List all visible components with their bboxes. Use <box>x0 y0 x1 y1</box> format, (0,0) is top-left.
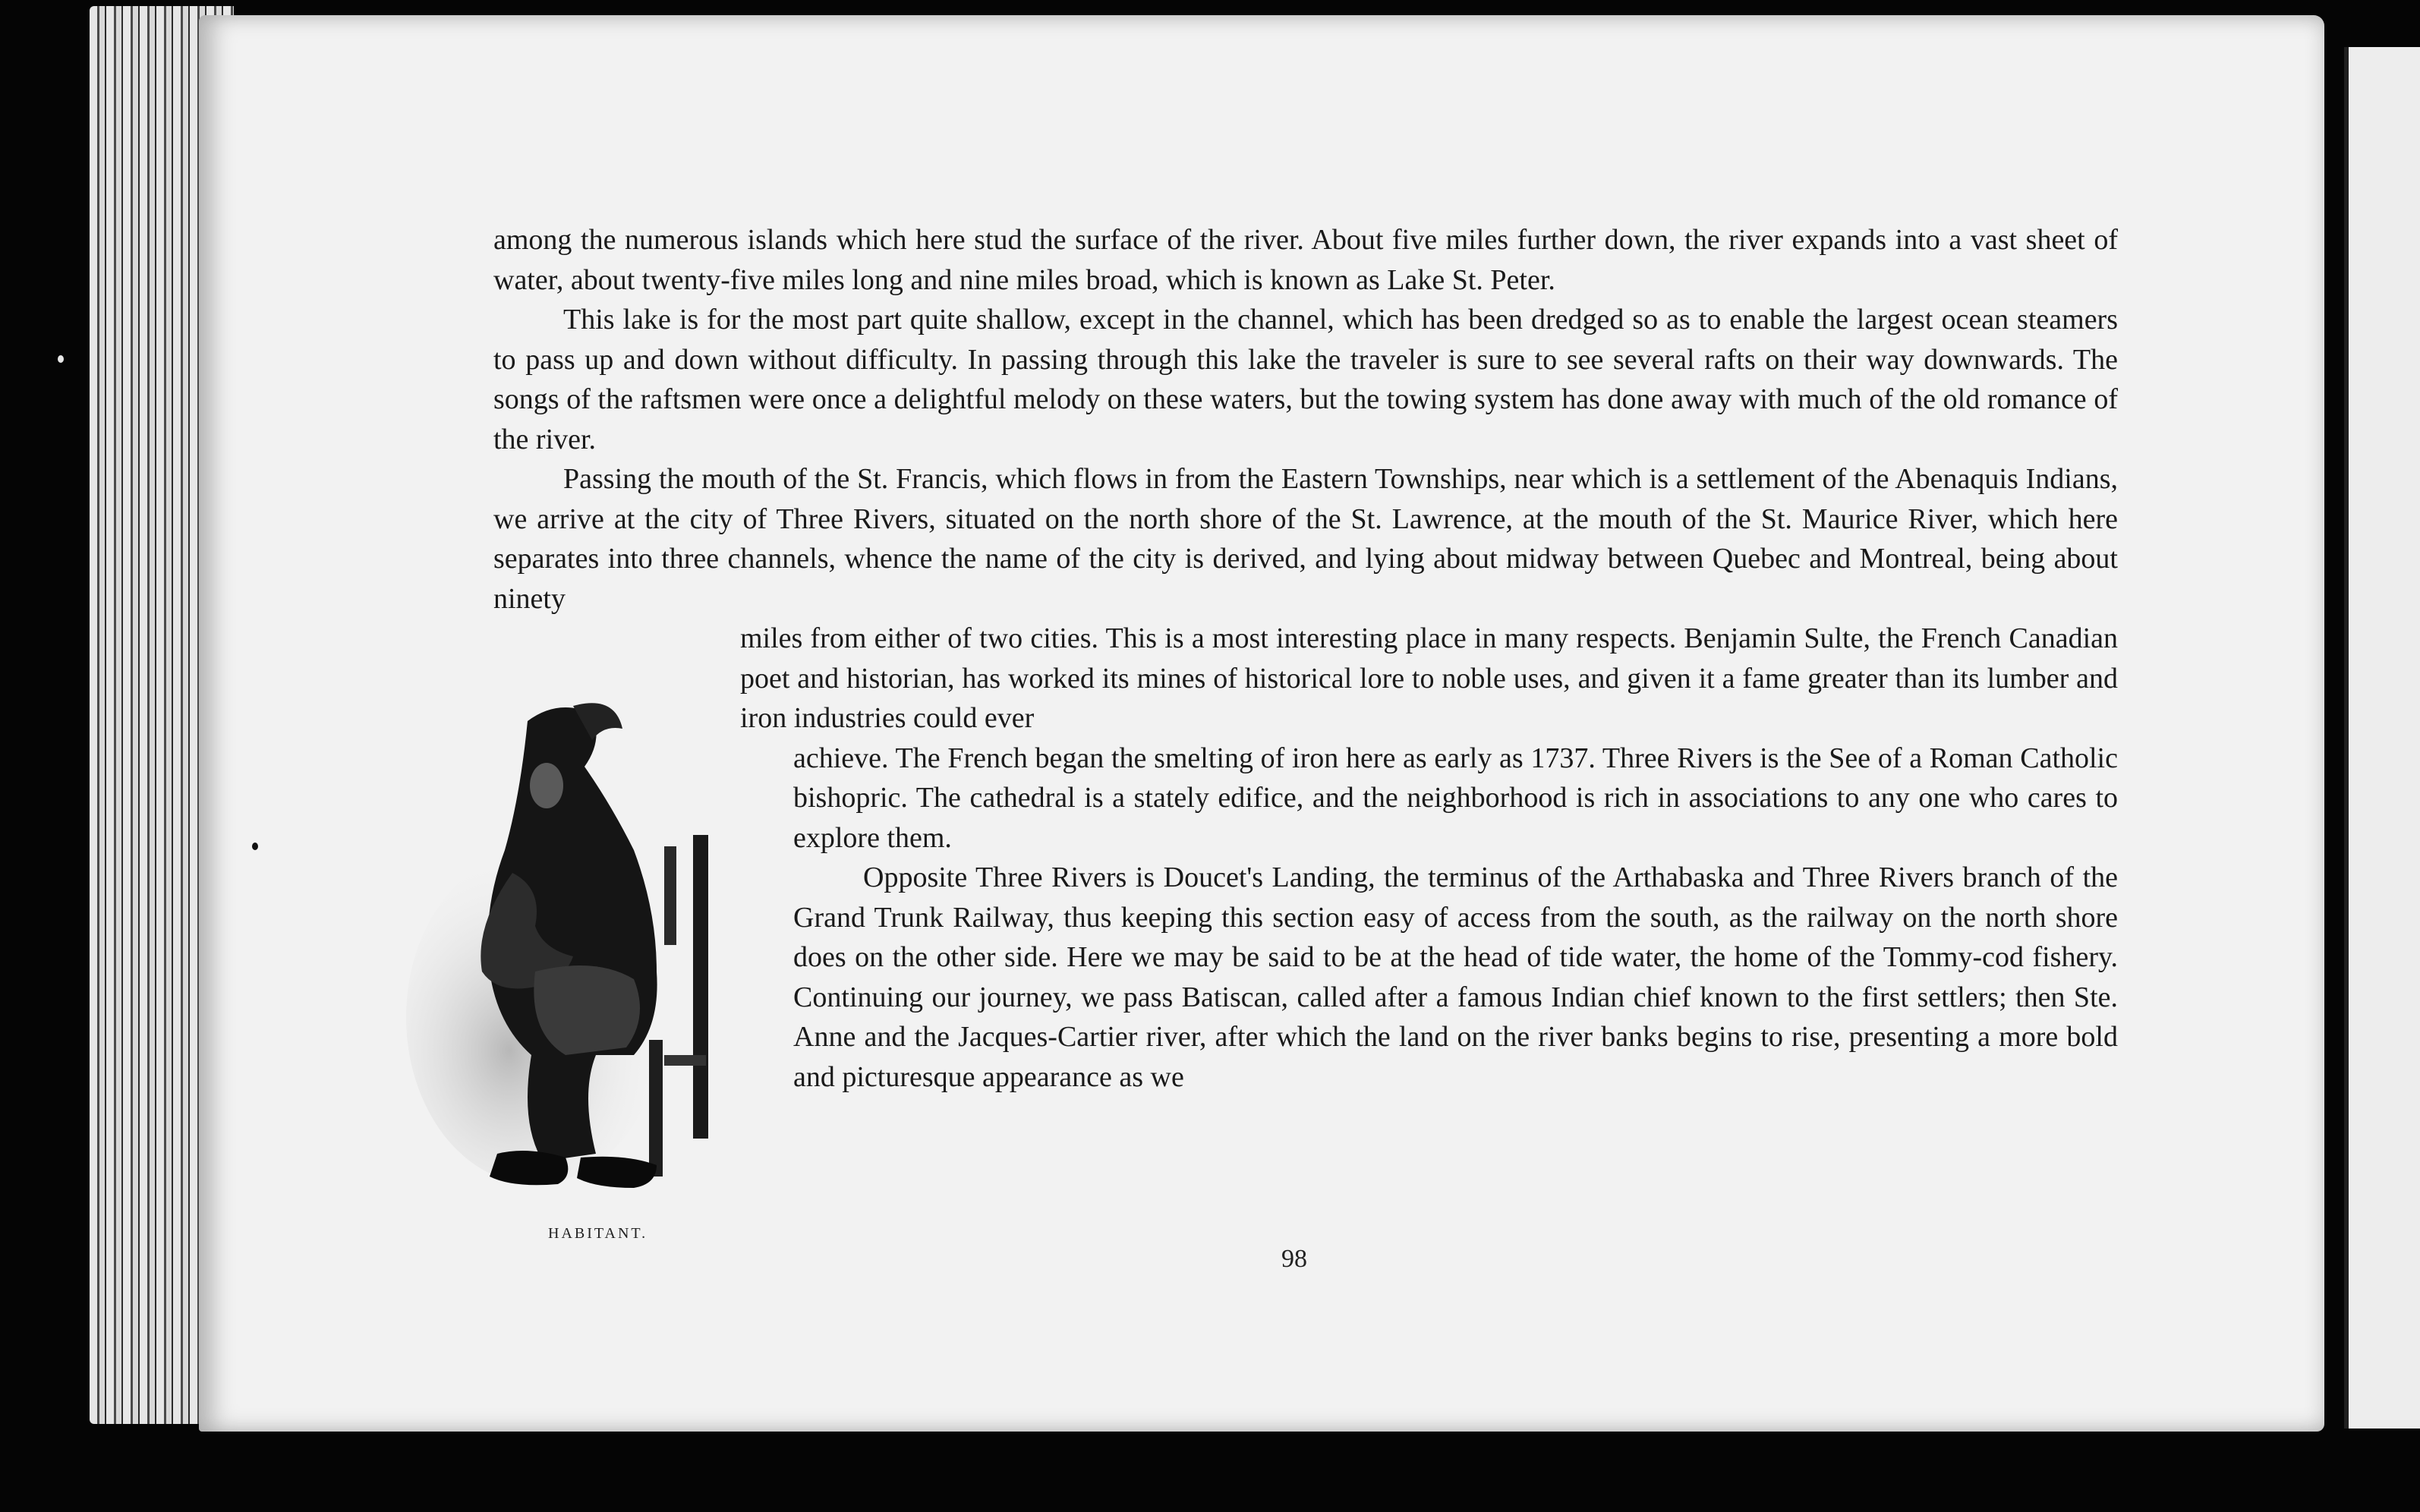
figure-caption: HABITANT. <box>548 1225 648 1242</box>
page-number: 98 <box>1281 1245 1307 1273</box>
paragraph-3-part-2: miles from either of two cities. This is a most interesting place in many respects. Benjamin Sulte, the French Canadian poet and historian, has worked its mines of historical lore to noble uses, and given it a fame greater than its lumber and iron industries could ever <box>740 622 2118 734</box>
paragraph-1: among the numerous islands which here stud the surface of the river. About five miles further down, the river expands into a vast sheet of water, about twenty-five miles long and nine miles broad, which is known as Lake St. Peter. <box>493 224 2118 296</box>
facing-page-edge <box>2344 47 2420 1429</box>
paragraph-3-part-3: achieve. The French began the smelting of iron here as early as 1737. Three Rivers is the See of a Roman Catholic bishopric. The cathedral is a stately edifice, and the neighborhood is rich in associations to any one who cares to explore them. <box>793 742 2118 854</box>
habitant-illustration <box>406 698 770 1199</box>
scan-speck <box>58 355 64 363</box>
scan-speck <box>252 843 258 850</box>
paragraph-2: This lake is for the most part quite shallow, except in the channel, which has been dredged so as to enable the largest ocean steamers to pass up and down without difficulty. In passing through this lake the traveler is sure to see several rafts on their way downwards. The songs of the raftsmen were once a delightful melody on these waters, but the towing system has done away with much of the old romance of the river. <box>493 304 2118 455</box>
paragraph-3-part-1: Passing the mouth of the St. Francis, which flows in from the Eastern Townships, near which is a settlement of the Abenaquis Indians, we arrive at the city of Three Rivers, situated on the north shore of the St. Lawrence, at the mouth of the St. Maurice River, which here separates into three channels, whence the name of the city is derived, and lying about midway between Quebec and Montreal, being about ninety <box>493 463 2118 615</box>
paragraph-4: Opposite Three Rivers is Doucet's Landing, the terminus of the Arthabaska and Three Rivers branch of the Grand Trunk Railway, thus keeping this section easy of access from the south, as the railway on the north shore does on the other side. Here we may be said to be at the head of tide water, the home of the Tommy-cod fishery. Continuing our journey, we pass Batiscan, called after a famous Indian chief known to the first settlers; then Ste. Anne and the Jacques-Cartier river, after which the land on the river banks begins to rise, presenting a more bold and picturesque appearance as we <box>793 862 2118 1093</box>
